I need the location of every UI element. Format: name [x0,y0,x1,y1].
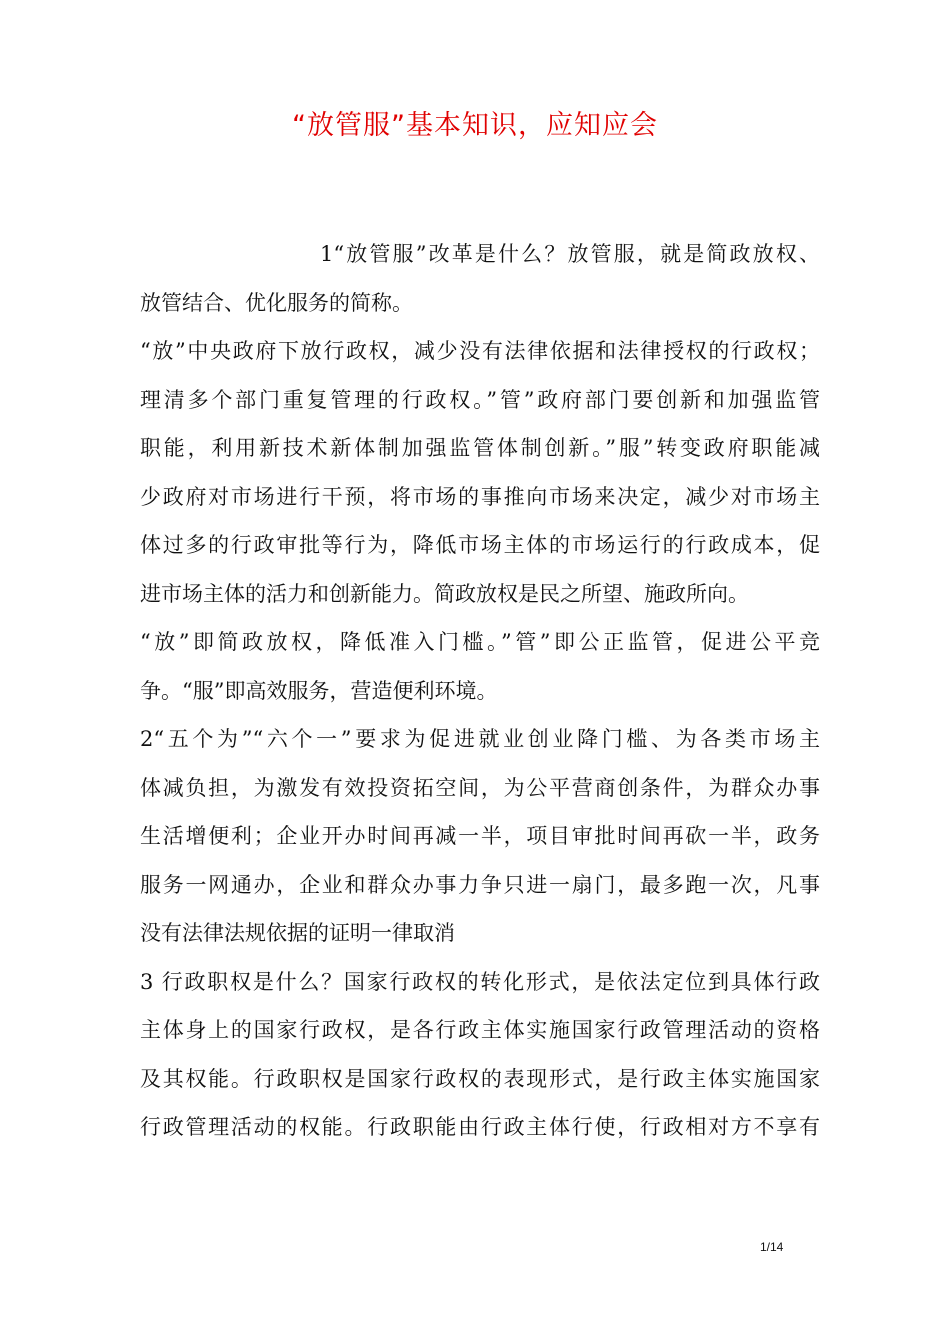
text-line: 理清多个部门重复管理的行政权。”管”政府部门要创新和加强监管 [140,387,820,412]
text-line: 2“五个为”“六个一”要求为促进就业创业降门槛、为各类市场主 [140,727,820,751]
paragraph-1 [140,230,820,327]
text-line: 主体身上的国家行政权，是各行政主体实施国家行政管理活动的资格 [140,1018,820,1042]
text-line: 1“放管服”改革是什么？放管服，就是简政放权、 [320,242,820,266]
paragraph-5 [140,958,820,1152]
text-line: 行政管理活动的权能。行政职能由行政主体行使，行政相对方不享有 [140,1115,820,1139]
text-line: “放”即简政放权，降低准入门槛。”管”即公正监管，促进公平竞 [140,630,820,654]
text-line: 放管结合、优化服务的简称。 [140,290,413,315]
text-line: 生活增便利；企业开办时间再减一半，项目审批时间再砍一半，政务 [140,824,820,848]
text-line: “放”中央政府下放行政权，减少没有法律依据和法律授权的行政权； [140,339,820,363]
paragraph-4 [140,715,820,958]
text-line: 及其权能。行政职权是国家行政权的表现形式，是行政主体实施国家 [140,1066,820,1091]
paragraph-2 [140,327,820,618]
document-body [140,230,820,1152]
page-number: 1/14 [760,1240,784,1254]
text-line: 职能，利用新技术新体制加强监管体制创新。”服”转变政府职能减 [140,436,820,460]
text-line: 没有法律法规依据的证明一律取消 [140,921,455,945]
text-line: 争。“服”即高效服务，营造便利环境。 [140,678,498,703]
text-line: 进市场主体的活力和创新能力。简政放权是民之所望、施政所向。 [140,581,749,606]
text-line: 服务一网通办，企业和群众办事力争只进一扇门，最多跑一次，凡事 [140,872,820,897]
text-line: 3 行政职权是什么？国家行政权的转化形式，是依法定位到具体行政 [140,969,820,994]
text-line: 体过多的行政审批等行为，降低市场主体的市场运行的行政成本，促 [140,533,820,557]
text-line: 少政府对市场进行干预，将市场的事推向市场来决定，减少对市场主 [140,484,820,509]
paragraph-3 [140,618,820,715]
page-title: “放管服”基本知识，应知应会 [292,110,658,141]
text-line: 体减负担，为激发有效投资拓空间，为公平营商创条件，为群众办事 [140,775,820,800]
